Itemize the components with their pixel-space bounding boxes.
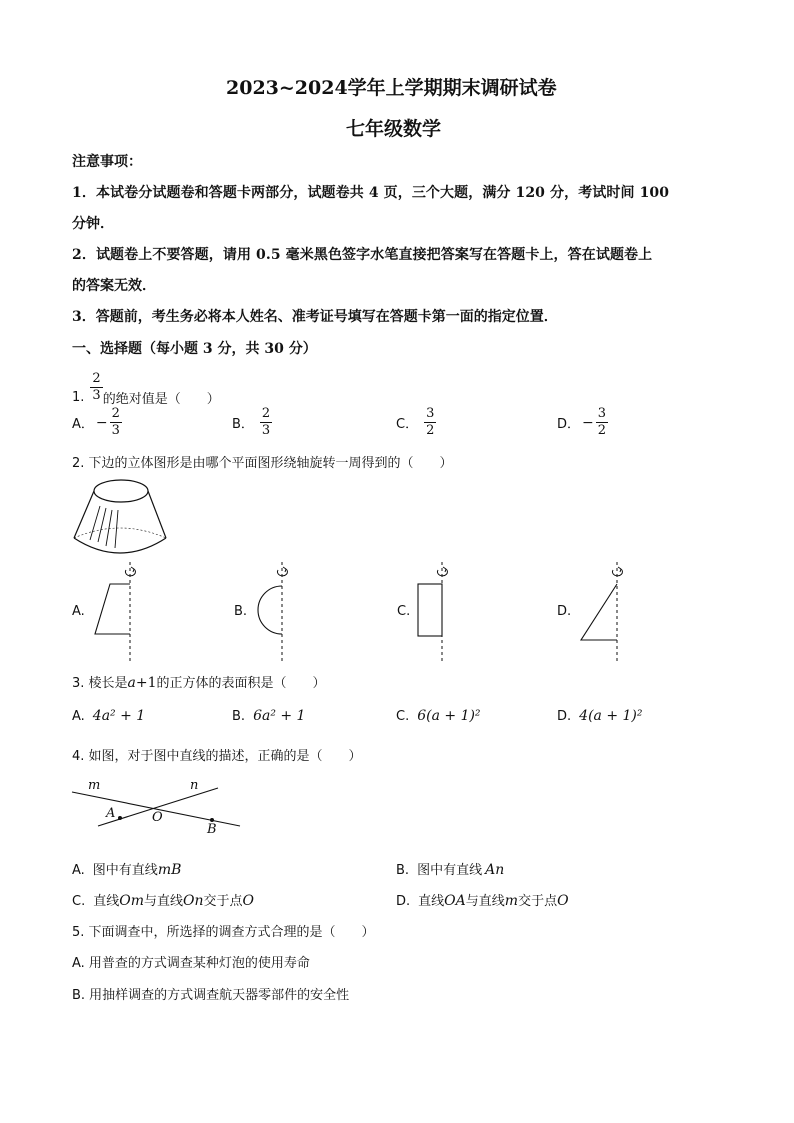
- q3-option-c-expr: 6(a + 1)²: [417, 708, 481, 724]
- exam-subtitle: 七年级数学: [346, 118, 442, 140]
- q1-option-b-num: 2: [261, 406, 271, 421]
- q3-stem-var: a: [127, 675, 136, 691]
- q1-option-c-den: 2: [426, 423, 435, 438]
- q3-option-d-expr: 4(a + 1)²: [579, 708, 643, 724]
- q4-option-d[interactable]: [396, 890, 569, 909]
- q4-option-c-text1: 直线: [93, 894, 120, 909]
- q5-stem: 5. 下面调查中，所选择的调查方式合理的是（ ）: [72, 925, 375, 940]
- q1-option-d[interactable]: [557, 407, 608, 438]
- notice-item-3: 3．答题前，考生务必将本人姓名、准考证号填写在答题卡第一面的指定位置．: [72, 309, 558, 325]
- section-heading: 一、选择题（每小题 3 分，共 30 分）: [72, 341, 317, 357]
- q1-option-d-frac: [596, 407, 608, 438]
- q3-option-b-label: B.: [232, 709, 246, 724]
- q4-option-b-label: B.: [396, 863, 410, 878]
- q3-option-b[interactable]: [232, 708, 305, 724]
- q3-stem-post: 的正方体的表面积是（ ）: [156, 676, 326, 691]
- q5-option-a[interactable]: A. 用普查的方式调查某种灯泡的使用寿命: [72, 956, 310, 971]
- q1-option-d-sign: −: [582, 414, 594, 431]
- q1-option-b-den: 3: [261, 423, 271, 438]
- q1-option-d-label: D．: [557, 417, 581, 432]
- q3-option-c-label: C.: [396, 709, 410, 724]
- q4-option-c[interactable]: [72, 890, 254, 909]
- q4-option-c-math2: On: [183, 893, 204, 909]
- q4-option-b-math: An: [485, 862, 505, 878]
- q2-stem: 2. 下边的立体图形是由哪个平面图形绕轴旋转一周得到的（ ）: [72, 456, 453, 471]
- q1-number: 1.: [72, 390, 85, 405]
- q1-option-b-label: B．: [232, 417, 254, 432]
- q3-option-a-label: A.: [72, 709, 85, 724]
- q2-option-b-label[interactable]: B.: [234, 604, 248, 619]
- q1-option-a-label: A．: [72, 417, 94, 432]
- q4-option-c-label: C.: [72, 894, 86, 909]
- q1-frac-den: 3: [92, 388, 101, 403]
- q1-option-a-den: 3: [111, 423, 120, 438]
- q4-option-c-math1: Om: [119, 893, 144, 909]
- notice-heading: 注意事项：: [72, 154, 142, 170]
- q2-option-d-triangle: [575, 560, 635, 665]
- q1-fraction: [90, 372, 102, 403]
- q1-stem-text: 的绝对值是（ ）: [102, 392, 220, 407]
- notice-item-2: 2．试题卷上不要答题，请用 0.5 毫米黑色签字水笔直接把答案写在答题卡上，答在试题卷上: [72, 247, 653, 263]
- exam-title: 2023~2024学年上学期期末调研试卷: [226, 77, 557, 99]
- q2-frustum-figure: [70, 478, 170, 558]
- q4-option-b-text: 图中有直线: [417, 863, 483, 878]
- q4-label-m: m: [88, 778, 101, 793]
- q2-option-b-semicircle: [248, 560, 308, 665]
- q4-option-d-math2: m: [504, 893, 519, 909]
- q1-option-a-num: 2: [111, 406, 120, 421]
- notice-item-2-cont: 的答案无效．: [72, 278, 156, 294]
- q3-option-b-expr: 6a² + 1: [253, 708, 306, 724]
- q4-label-o: O: [152, 810, 163, 825]
- q4-option-c-text2: 与直线: [144, 894, 184, 909]
- q3-option-d-label: D.: [557, 709, 572, 724]
- q4-option-c-text3: 交于点: [203, 894, 243, 909]
- q3-option-a-expr: 4a² + 1: [92, 708, 146, 724]
- q2-option-d-label[interactable]: D.: [557, 604, 572, 619]
- q3-option-a[interactable]: [72, 708, 145, 724]
- q1-option-a[interactable]: [72, 407, 122, 438]
- q4-label-n: n: [190, 778, 199, 793]
- q4-option-a-math: mB: [157, 862, 182, 878]
- q3-stem: [72, 672, 326, 691]
- q4-option-b[interactable]: [396, 859, 504, 878]
- q2-option-a-label[interactable]: A.: [72, 604, 85, 619]
- q4-option-d-math3: O: [557, 893, 569, 909]
- q4-option-d-label: D.: [396, 894, 411, 909]
- q3-option-c[interactable]: [396, 708, 481, 724]
- q5-option-b[interactable]: B. 用抽样调查的方式调查航天器零部件的安全性: [72, 988, 350, 1003]
- q1-frac-num: 2: [92, 371, 101, 386]
- q4-option-a[interactable]: [72, 859, 181, 878]
- q1-option-c-num: 3: [426, 406, 435, 421]
- notice-item-1-cont: 分钟．: [72, 216, 114, 232]
- q4-option-a-label: A.: [72, 863, 85, 878]
- q4-stem: 4. 如图，对于图中直线的描述，正确的是（ ）: [72, 749, 362, 764]
- q4-option-d-text1: 直线: [418, 894, 445, 909]
- q1-option-b[interactable]: [232, 407, 272, 438]
- q1-option-c[interactable]: [396, 407, 436, 438]
- q2-option-c-rectangle: [410, 560, 470, 665]
- q4-label-a: A: [106, 806, 116, 821]
- q1-option-a-sign: −: [95, 414, 108, 431]
- q3-stem-plus: +1: [135, 675, 157, 691]
- q3-option-d[interactable]: [557, 708, 642, 724]
- q4-option-d-text3: 交于点: [518, 894, 558, 909]
- q1-option-c-frac: [424, 407, 436, 438]
- q2-option-c-label[interactable]: C.: [397, 604, 411, 619]
- q1-option-c-label: C．: [396, 417, 419, 432]
- q4-option-a-text: 图中有直线: [92, 863, 158, 878]
- q2-option-a-trapezoid: [90, 560, 150, 665]
- q1-option-d-num: 3: [597, 406, 607, 421]
- notice-item-1: 1．本试卷分试题卷和答题卡两部分，试题卷共 4 页，三个大题，满分 120 分，考试时间 100: [72, 185, 670, 201]
- q4-option-c-math3: O: [242, 893, 255, 909]
- q1-option-a-frac: [110, 407, 122, 438]
- q3-stem-pre: 3. 棱长是: [72, 676, 128, 691]
- q4-option-d-math1: OA: [444, 893, 466, 909]
- q4-label-b: B: [207, 822, 217, 837]
- q1-option-d-den: 2: [597, 423, 607, 438]
- q4-option-d-text2: 与直线: [465, 894, 505, 909]
- q1-stem: [72, 368, 220, 407]
- q1-option-b-frac: [260, 407, 272, 438]
